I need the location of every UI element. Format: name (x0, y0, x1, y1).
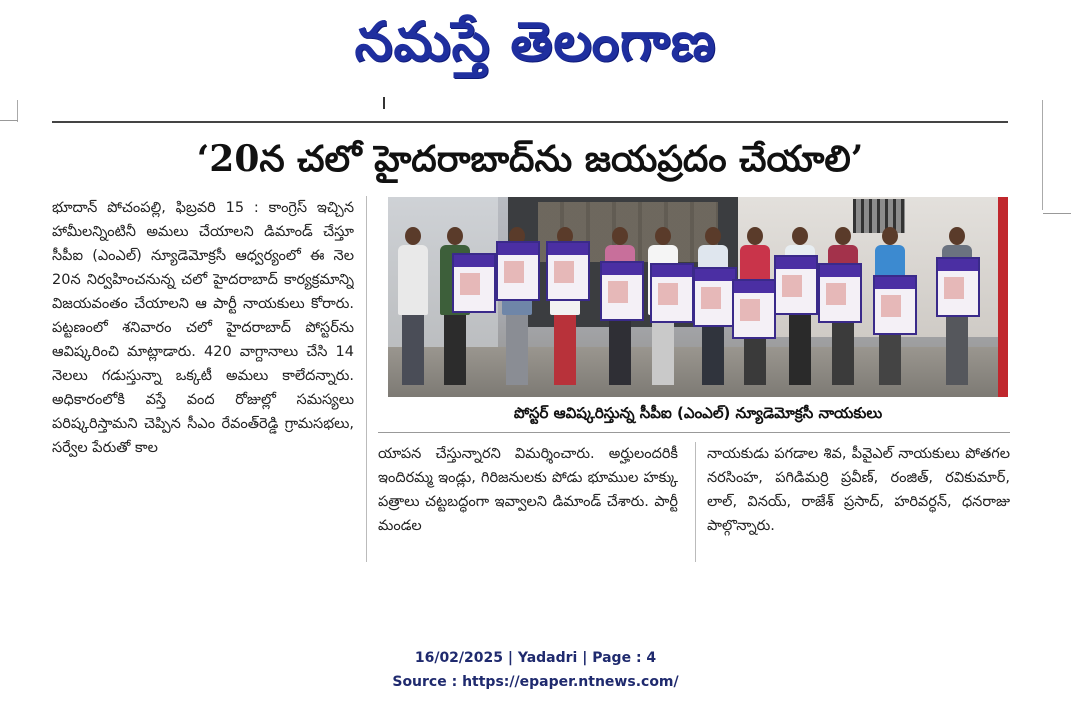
protest-poster (546, 241, 590, 301)
article-column-3: నాయకుడు పగడాల శివ, పీవైఎల్‌ నాయకులు పోతగల నరసింహ, పగిడిమర్రి ప్రవీణ్‌, రంజిత్‌, రవికుమార్‌, లాల్‌, వినయ్‌, రాజేశ్‌ ప్రసాద్‌, హరివర్ధన్‌, ధనరాజు పాల్గొన్నారు. (707, 446, 1010, 534)
protest-poster (600, 261, 644, 321)
crop-mark (1043, 213, 1071, 214)
protest-poster (732, 279, 776, 339)
column-divider (695, 442, 696, 562)
article-column-1: భూదాన్‌ పోచంపల్లి, ఫిబ్రవరి 15 : కాంగ్రెస్‌ ఇచ్చిన హామీలన్నింటినీ అమలు చేయాలని డిమాండ్‌ చేస్తూ సీపీఐ (ఎంఎల్‌) న్యూడెమోక్రసీ ఆధ్వర్యంలో ఈ నెల 20న నిర్వహించనున్న చలో హైదరాబాద్‌ కార్యక్రమాన్ని విజయవంతం చేయాలని ఆ పార్టీ నాయకులు కోరారు. పట్టణంలో శనివారం చలో హైదరాబాద్‌ పోస్టర్‌ను ఆవిష్కరించి మాట్లాడారు. 420 వాగ్దానాలు చేసి 14 నెలలు గడుస్తున్నా ఒక్కటీ అమలు కాలేదన్నారు. అధికారంలోకి వస్తే వంద రోజుల్లో సమస్యలు పరిష్కరిస్తామని చెప్పిన సీఎం రేవంత్‌రెడ్డి గ్రామసభలు, సర్వేల పేరుతో కాల (52, 200, 354, 456)
crop-mark (0, 120, 18, 121)
crop-mark (1042, 100, 1043, 210)
protest-poster (496, 241, 540, 301)
masthead (0, 4, 1071, 84)
protest-poster (774, 255, 818, 315)
crop-mark (17, 100, 18, 122)
column-divider (383, 97, 385, 109)
protest-poster (650, 263, 694, 323)
protest-poster (873, 275, 917, 335)
protest-poster (818, 263, 862, 323)
protest-poster (936, 257, 980, 317)
photo-caption: పోస్టర్‌ ఆవిష్కరిస్తున్న సీపీఐ (ఎంఎల్‌) న్యూడెమోక్రసీ నాయకులు (513, 404, 883, 422)
photo-pillar (998, 197, 1008, 397)
caption-rule (378, 432, 1010, 433)
protest-poster (452, 253, 496, 313)
newspaper-logo: నమస్తే తెలంగాణ (354, 10, 717, 73)
source-link[interactable]: Source : https://epaper.ntnews.com/ (392, 674, 679, 690)
page-footer (0, 646, 1071, 694)
protest-poster (693, 267, 737, 327)
photo-person (396, 227, 430, 397)
edition-info: 16/02/2025 | Yadadri | Page : 4 (414, 650, 657, 666)
article-headline: ‘20న చలో హైదరాబాద్‌ను జయప్రదం చేయాలి’ (196, 138, 864, 180)
article-column-2: యాపన చేస్తున్నారని విమర్శించారు. అర్హులందరికీ ఇందిరమ్మ ఇండ్లు, గిరిజనులకు పోడు భూముల హక్కు పత్రాలు చట్టబద్ధంగా ఇవ్వాలని డిమాండ్‌ చేశారు. పార్టీ మండల (378, 446, 678, 534)
article-photo (388, 197, 1008, 397)
column-divider (366, 196, 367, 562)
headline-rule (52, 121, 1008, 123)
